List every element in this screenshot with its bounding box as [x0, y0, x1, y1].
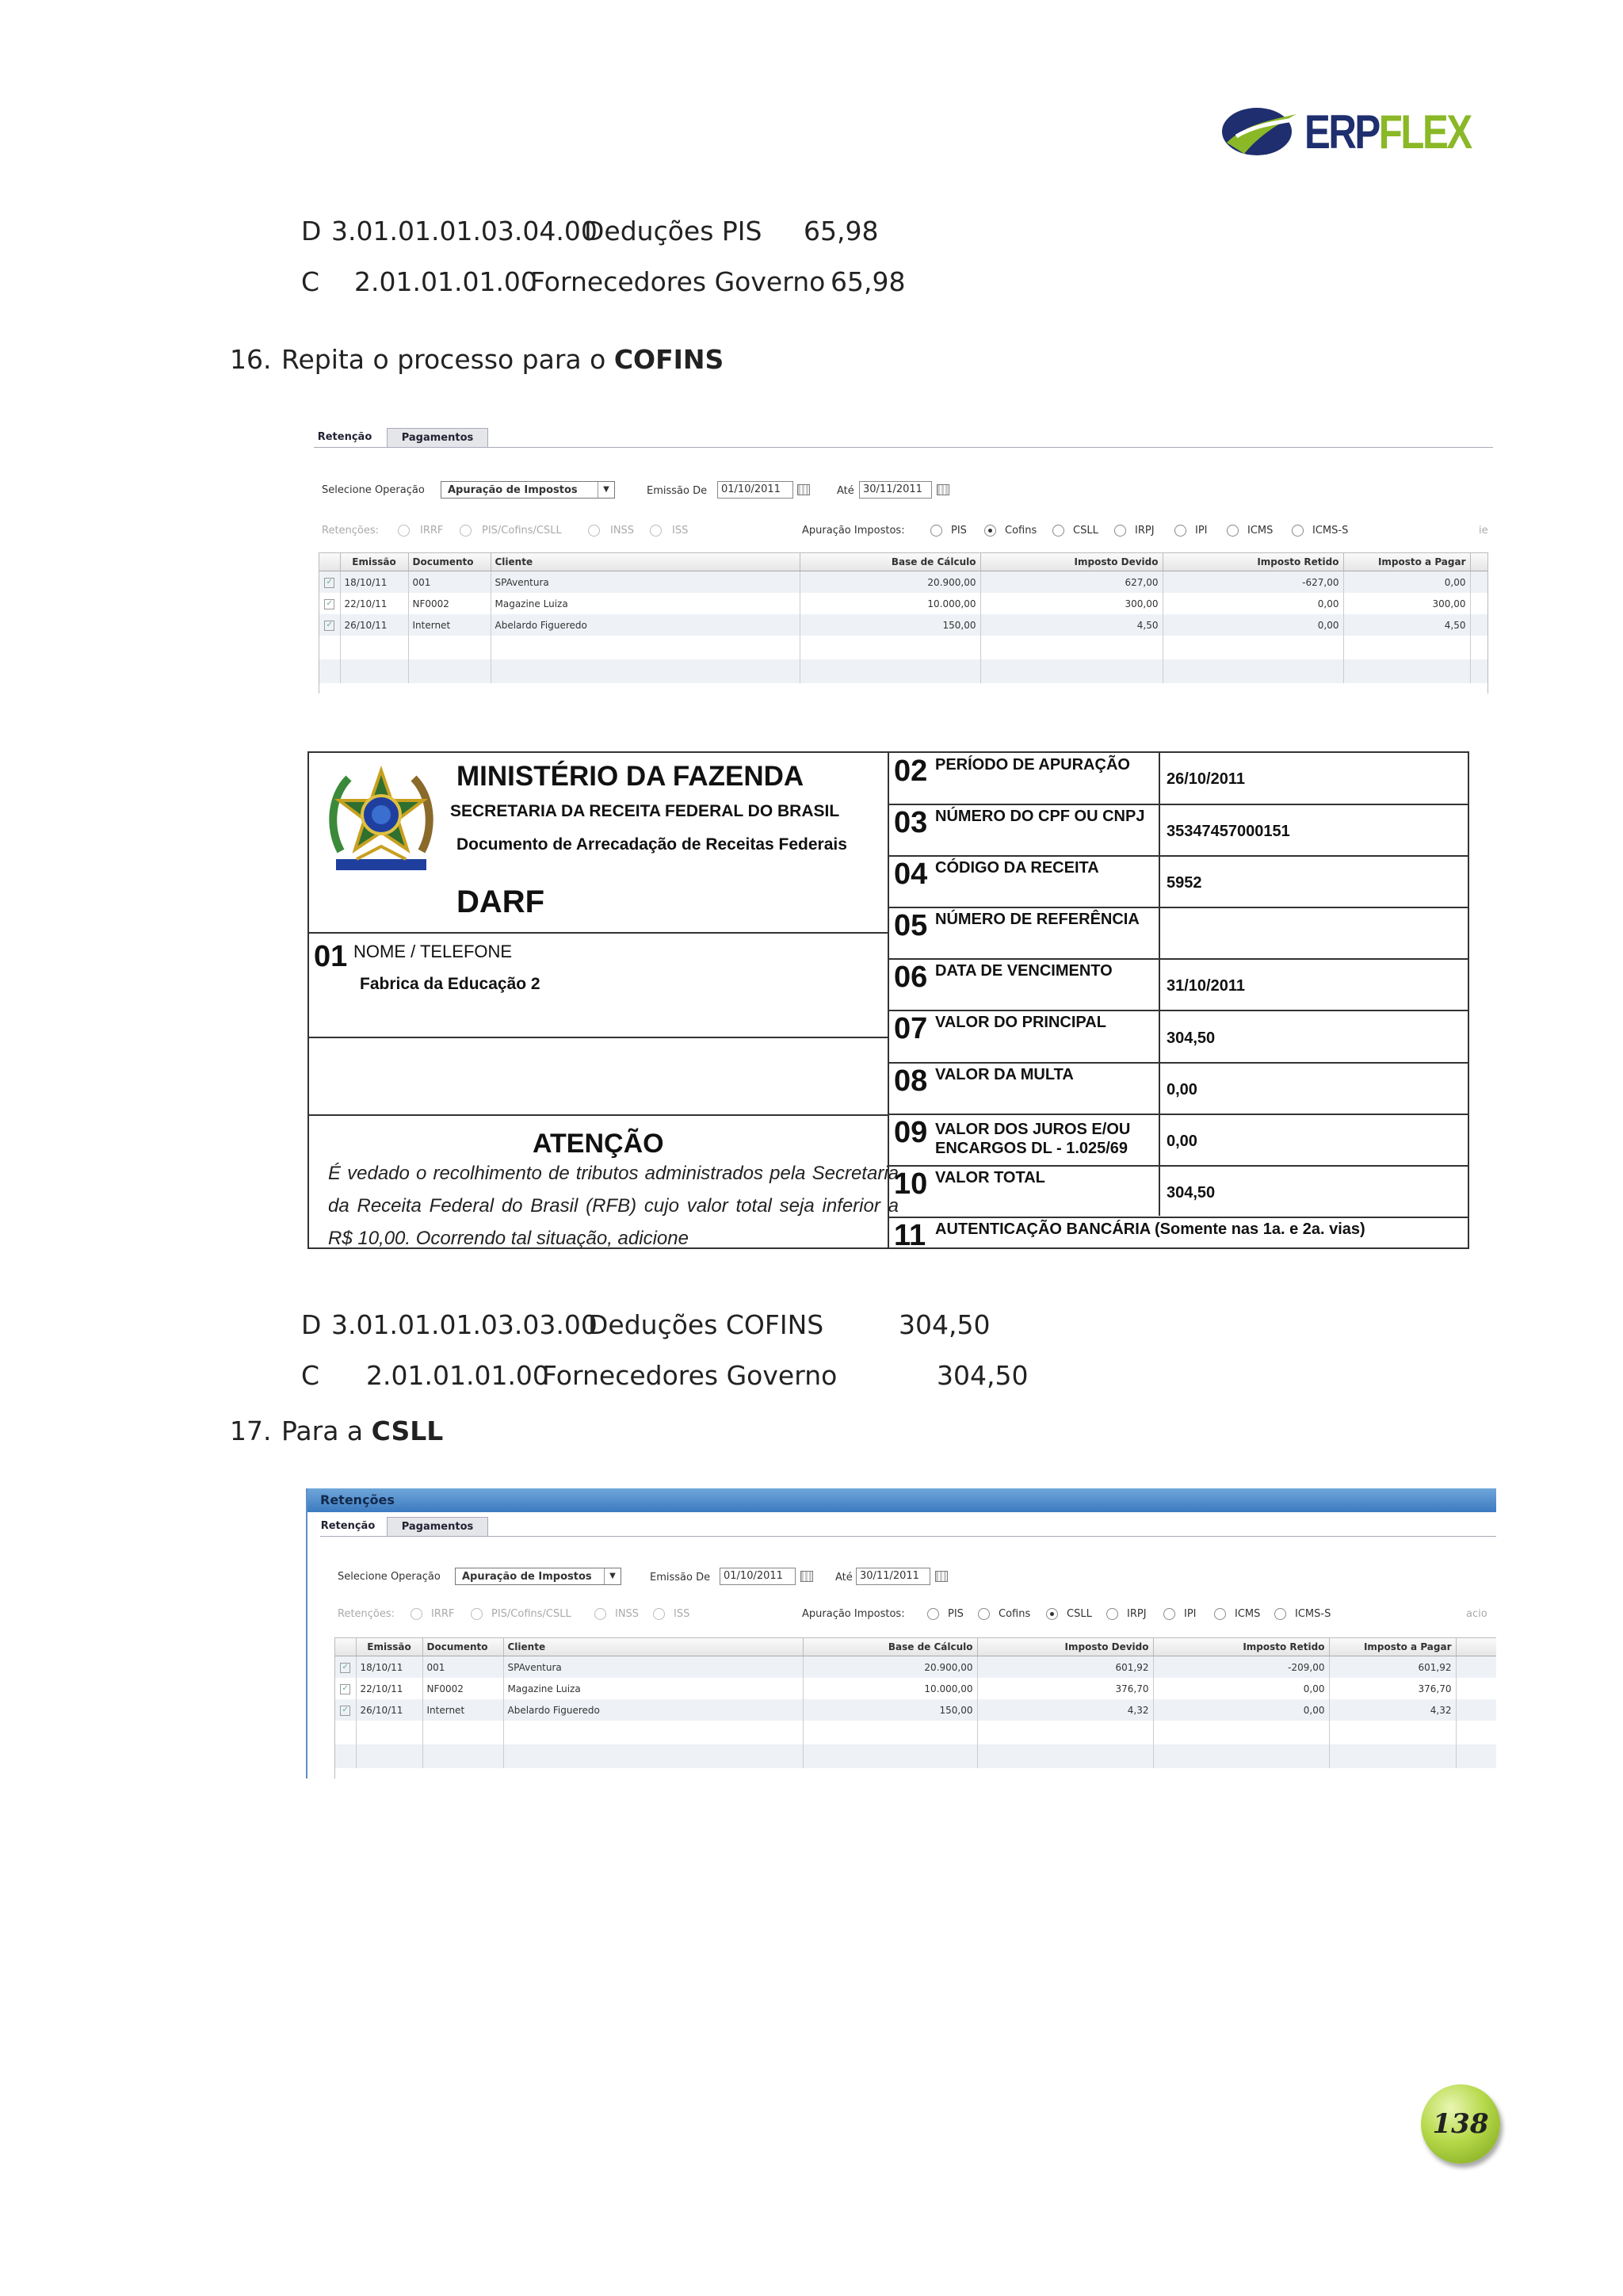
radio-irpj[interactable]	[1114, 525, 1126, 537]
field-02-number: 02	[894, 755, 928, 788]
tab-pagamentos[interactable]: Pagamentos	[387, 1517, 488, 1536]
tab-retencao[interactable]: Retenção	[314, 428, 376, 446]
radio-csll-label: CSLL	[1073, 525, 1098, 537]
apuracao-label: Apuração Impostos:	[802, 1608, 905, 1620]
grid-header	[319, 553, 1487, 571]
radio-pis-cofins-csll[interactable]	[471, 1608, 483, 1620]
radio-irpj[interactable]	[1106, 1608, 1118, 1620]
radio-inss[interactable]	[588, 525, 600, 537]
step-16: 16. Repita o processo para o COFINS	[230, 344, 724, 375]
ate-label: Até	[837, 485, 854, 497]
ate-input[interactable]: 30/11/2011	[859, 481, 932, 499]
field-01-label: NOME / TELEFONE	[353, 942, 513, 961]
grid-header-retido[interactable]: Imposto Retido	[1163, 553, 1343, 571]
radio-iss-label: ISS	[672, 525, 689, 537]
field-11-number: 11	[894, 1219, 926, 1249]
field-08-label: VALOR DA MULTA	[935, 1066, 1074, 1083]
calendar-icon[interactable]	[800, 1571, 813, 1582]
tax-grid-csll	[334, 1637, 1496, 1778]
radio-iss[interactable]	[650, 525, 662, 537]
truncated-label: ie	[1479, 525, 1488, 537]
radio-icms-s[interactable]	[1292, 525, 1304, 537]
ate-input[interactable]: 30/11/2011	[856, 1568, 930, 1585]
field-09-value: 0,00	[1167, 1133, 1197, 1150]
journal-line-debit-pis: D 3.01.01.01.03.04.00 Deduções PIS 65,98	[301, 216, 879, 246]
radio-pis[interactable]	[927, 1608, 939, 1620]
field-09-label-2: ENCARGOS DL - 1.025/69	[935, 1140, 1128, 1157]
retencoes-label: Retenções:	[338, 1608, 395, 1620]
radio-irpj-label: IRPJ	[1127, 1608, 1147, 1620]
radio-pis-cofins-csll-label: PIS/Cofins/CSLL	[491, 1608, 571, 1620]
emissao-de-input[interactable]: 01/10/2011	[717, 481, 793, 499]
row-checkbox[interactable]: ✓	[324, 599, 334, 609]
field-08-number: 08	[894, 1064, 928, 1098]
grid-header-emissao[interactable]: Emissão	[340, 553, 408, 571]
grid-header-devido[interactable]: Imposto Devido	[977, 1638, 1153, 1656]
step-17: 17. Para a CSLL	[230, 1415, 444, 1446]
grid-header-documento[interactable]: Documento	[408, 553, 491, 571]
radio-icms-s-label: ICMS-S	[1295, 1608, 1331, 1620]
apuracao-label: Apuração Impostos:	[802, 525, 905, 537]
radio-icms-s-label: ICMS-S	[1312, 525, 1349, 537]
table-row[interactable]: ✓ 26/10/11 Internet Abelardo Figueredo 150,00 4,50 0,00 4,50	[319, 614, 1487, 636]
field-03-label: NÚMERO DO CPF OU CNPJ	[935, 808, 1145, 825]
chevron-down-icon: ▼	[598, 482, 614, 498]
radio-pis-cofins-csll-label: PIS/Cofins/CSLL	[482, 525, 562, 537]
darf-title: DARF	[456, 884, 545, 919]
field-06-label: DATA DE VENCIMENTO	[935, 962, 1113, 980]
radio-cofins-label: Cofins	[1005, 525, 1037, 537]
grid-header-pagar[interactable]: Imposto a Pagar	[1329, 1638, 1456, 1656]
tab-bar	[320, 1517, 1496, 1537]
radio-icms-label: ICMS	[1247, 525, 1274, 537]
field-04-label: CÓDIGO DA RECEITA	[935, 859, 1099, 877]
radio-cofins[interactable]	[978, 1608, 990, 1620]
grid-header-retido[interactable]: Imposto Retido	[1153, 1638, 1329, 1656]
grid-header-devido[interactable]: Imposto Devido	[980, 553, 1163, 571]
journal-line-credit-pis: C 2.01.01.01.00 Fornecedores Governo 65,98	[301, 266, 906, 297]
grid-header	[335, 1638, 1496, 1656]
radio-pis-cofins-csll[interactable]	[460, 525, 472, 537]
tab-pagamentos[interactable]: Pagamentos	[387, 428, 488, 447]
field-01-value: Fabrica da Educação 2	[360, 975, 540, 993]
radio-iss[interactable]	[653, 1608, 665, 1620]
tab-retencao[interactable]: Retenção	[320, 1517, 376, 1535]
radio-pis-label: PIS	[951, 525, 967, 537]
field-04-value: 5952	[1167, 874, 1202, 892]
erpflex-logo	[1220, 101, 1474, 159]
calendar-icon[interactable]	[797, 484, 810, 495]
radio-csll[interactable]	[1046, 1608, 1058, 1620]
field-09-number: 09	[894, 1116, 928, 1149]
field-06-number: 06	[894, 961, 928, 994]
radio-ipi[interactable]	[1163, 1608, 1175, 1620]
radio-pis-label: PIS	[948, 1608, 964, 1620]
radio-icms[interactable]	[1227, 525, 1239, 537]
radio-irpj-label: IRPJ	[1135, 525, 1155, 537]
emissao-de-label: Emissão De	[647, 485, 708, 497]
field-05-label: NÚMERO DE REFERÊNCIA	[935, 911, 1140, 928]
radio-irrf-label: IRRF	[431, 1608, 455, 1620]
erpflex-swoosh-icon	[1220, 101, 1300, 159]
radio-inss[interactable]	[594, 1608, 606, 1620]
grid-header-check	[319, 553, 340, 571]
chevron-down-icon: ▼	[604, 1568, 621, 1584]
radio-icms-label: ICMS	[1235, 1608, 1261, 1620]
documento-title: Documento de Arrecadação de Receitas Federais	[456, 835, 847, 854]
radio-ipi-label: IPI	[1195, 525, 1208, 537]
darf-form	[307, 751, 1469, 1249]
window-title: Retenções	[307, 1488, 1496, 1512]
radio-cofins[interactable]	[984, 525, 996, 537]
row-checkbox[interactable]: ✓	[324, 578, 334, 588]
secretaria-title: SECRETARIA DA RECEITA FEDERAL DO BRASIL	[450, 802, 840, 820]
ate-label: Até	[835, 1572, 853, 1584]
row-checkbox[interactable]: ✓	[324, 621, 334, 631]
field-02-value: 26/10/2011	[1167, 770, 1245, 788]
table-row[interactable]: ✓ 18/10/11 001 SPAventura 20.900,00 627,00 -627,00 0,00	[319, 571, 1487, 594]
journal-line-credit-cofins: C 2.01.01.01.00 Fornecedores Governo 304,50	[301, 1360, 1029, 1391]
field-10-number: 10	[894, 1167, 928, 1201]
field-06-value: 31/10/2011	[1167, 977, 1245, 995]
atencao-text: É vedado o recolhimento de tributos administrados pela Secretaria da Receita Federal do Brasil (RFB) cujo valor total seja inferior a R$ 10,00. Ocorrendo tal situação, adicione	[328, 1163, 899, 1249]
radio-pis[interactable]	[930, 525, 942, 537]
field-07-label: VALOR DO PRINCIPAL	[935, 1014, 1106, 1031]
operation-label: Selecione Operação	[338, 1571, 441, 1583]
grid-header-cliente[interactable]: Cliente	[491, 553, 800, 571]
atencao-title: ATENÇÃO	[533, 1129, 664, 1159]
field-04-number: 04	[894, 858, 928, 891]
calendar-icon[interactable]	[935, 1571, 948, 1582]
grid-header-base[interactable]: Base de Cálculo	[800, 553, 980, 571]
truncated-label: acio	[1466, 1608, 1487, 1620]
row-checkbox[interactable]: ✓	[340, 1663, 350, 1673]
field-10-value: 304,50	[1167, 1184, 1216, 1201]
table-row[interactable]: ✓ 22/10/11 NF0002 Magazine Luiza 10.000,00 300,00 0,00 300,00	[319, 593, 1487, 614]
grid-header-base[interactable]: Base de Cálculo	[803, 1638, 977, 1656]
field-01-number: 01	[314, 940, 348, 973]
field-02-label: PERÍODO DE APURAÇÃO	[935, 756, 1130, 774]
radio-iss-label: ISS	[674, 1608, 690, 1620]
field-07-number: 07	[894, 1012, 928, 1045]
radio-irrf-label: IRRF	[420, 525, 444, 537]
operation-select[interactable]: Apuração de Impostos ▼	[455, 1568, 621, 1585]
ministry-title: MINISTÉRIO DA FAZENDA	[456, 761, 804, 792]
grid-header-pagar[interactable]: Imposto a Pagar	[1343, 553, 1470, 571]
radio-icms[interactable]	[1214, 1608, 1226, 1620]
table-row[interactable]: ✓ 26/10/11 Internet Abelardo Figueredo 150,00 4,32 0,00 4,32	[335, 1699, 1496, 1721]
tax-grid-cofins	[319, 552, 1488, 693]
logo-wordmark: ERPFLEX	[1304, 105, 1471, 159]
field-08-value: 0,00	[1167, 1081, 1197, 1098]
grid-header-cliente[interactable]: Cliente	[503, 1638, 803, 1656]
radio-icms-s[interactable]	[1274, 1608, 1286, 1620]
field-03-value: 35347457000151	[1167, 823, 1290, 840]
grid-header-emissao[interactable]: Emissão	[356, 1638, 422, 1656]
radio-inss-label: INSS	[610, 525, 635, 537]
radio-inss-label: INSS	[615, 1608, 640, 1620]
emissao-de-label: Emissão De	[650, 1572, 711, 1584]
retencoes-label: Retenções:	[322, 525, 380, 537]
erp-screenshot-csll	[306, 1488, 1496, 1778]
radio-irrf[interactable]	[411, 1608, 422, 1620]
radio-ipi[interactable]	[1174, 525, 1186, 537]
radio-ipi-label: IPI	[1184, 1608, 1197, 1620]
field-09-label: VALOR DOS JUROS E/OU	[935, 1121, 1131, 1138]
coat-of-arms-icon	[325, 764, 437, 883]
radio-irrf[interactable]	[398, 525, 410, 537]
field-11-label: AUTENTICAÇÃO BANCÁRIA (Somente nas 1a. e 2a. vias)	[935, 1221, 1365, 1238]
radio-cofins-label: Cofins	[999, 1608, 1031, 1620]
radio-csll-label: CSLL	[1067, 1608, 1092, 1620]
operation-label: Selecione Operação	[322, 484, 425, 496]
emissao-de-input[interactable]: 01/10/2011	[720, 1568, 796, 1585]
grid-header-check	[335, 1638, 356, 1656]
table-row[interactable]: ✓ 22/10/11 NF0002 Magazine Luiza 10.000,00 376,70 0,00 376,70	[335, 1678, 1496, 1699]
tab-bar	[314, 428, 1493, 448]
page-number: 138	[1421, 2084, 1500, 2164]
field-07-value: 304,50	[1167, 1030, 1216, 1047]
field-03-number: 03	[894, 806, 928, 839]
erp-screenshot-cofins	[314, 428, 1493, 693]
field-05-number: 05	[894, 909, 928, 942]
table-row[interactable]: ✓ 18/10/11 001 SPAventura 20.900,00 601,92 -209,00 601,92	[335, 1656, 1496, 1679]
row-checkbox[interactable]: ✓	[340, 1706, 350, 1716]
operation-select[interactable]: Apuração de Impostos ▼	[441, 481, 615, 499]
field-10-label: VALOR TOTAL	[935, 1169, 1045, 1186]
journal-line-debit-cofins: D 3.01.01.01.03.03.00 Deduções COFINS 304,50	[301, 1309, 991, 1340]
radio-csll[interactable]	[1052, 525, 1064, 537]
calendar-icon[interactable]	[937, 484, 949, 495]
grid-header-documento[interactable]: Documento	[422, 1638, 503, 1656]
row-checkbox[interactable]: ✓	[340, 1684, 350, 1694]
